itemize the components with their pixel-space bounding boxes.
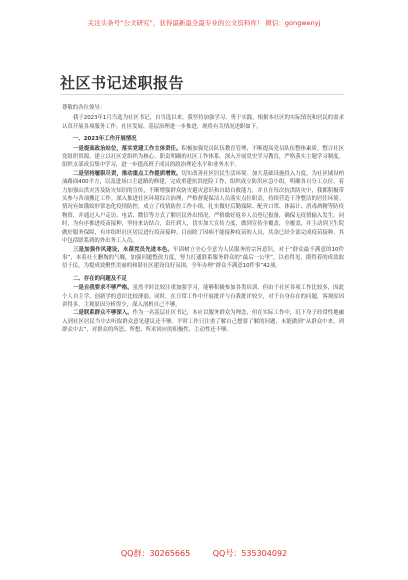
section-heading: 一、2023年工作开展情况 (73, 136, 137, 143)
qq-number-label: QQ号：535304092 (212, 549, 288, 558)
paragraph (62, 309, 344, 334)
page-title: 社区书记述职报告 (60, 74, 185, 92)
paragraph-text: 积极加强党员队伍教育管理，不断提高党员队伍整体素质。整合社区党组织资源，建立以社区党组织为核心、职责明确的社区工作体系。深入开展党史学习教育，严格落实主题学习制度，组织支部成员集中学习，进一步提高班子成员的政治理论水平和业务水平。 (62, 145, 344, 169)
paragraph-text: 虽然平时比较注重加强学习，能够积极参加各类培训，但由于社区各项工作比较多，因此个人自主学、创新学的意识比较薄弱。同时，在日常工作中开展批评与自我批评较少，对于自身存在的问题，客观原因讲得多，主观原因分析得少，深入剖析自己不够。 (62, 285, 344, 308)
paragraph-lead: 三是加强作风建设，永葆党员先进本色。 (73, 246, 174, 253)
paragraph-lead: 二是联系群众不够深入。 (73, 310, 133, 317)
paragraph-text: 作为一名基层社区书记，本应以服务群众为理念，但在实际工作中，沉下身子经常性地融入到社区居民当中去听取群众意见建议还不够。平时工作只注重了解自己想要了解的问题，未能做到“从群众中来，到群众中去”，对群众的所思、所想、所求回应的积极性、主动性还不够。 (62, 310, 344, 334)
paragraph (62, 246, 344, 271)
report-body (62, 100, 344, 335)
promo-banner: 关注头条号“公文研究”，获得最新最全最专业的公文资料库！ 微信：gongwenyj (87, 19, 321, 27)
paragraph (62, 284, 344, 309)
paragraph-text: 切实改善社区居民生活环境。加大基础设施投入力度，为社区铺设柏油路面400平方，以及进场口主道路的修建，完成重建抗洪抢险工作，组织成立防洪应急小组，明确各自分工点位，着力加强山洪灾害及防灾知识的宣传，不断增强群众防灾避灾意识和自助自救能力，并且在每次抗洪防灾中，我都积极带头参与各项搬迁工作。深入推进社区环境综合治理，严格督促保洁人员落实点位职责，持续营造干净整洁的居住环境。情况有如饿蚊形常态化疫情防控，成立了疫情防控工作小组，扎实做好后勤保障、配齐口罩、体温计、消毒酒精等防疫物资，并通过入户走访、电话、微信等方式了解居民外出情况，严格做好返乡人员登记报备，确保无疫情输入发生。同时，为有序推进疫苗接种，坚持来访结合，责任到人，切实加大宣传力度，做到宣传全覆盖，全覆盖，并主动到卫生院做好服务保障，有序组织社区居民进行疫苗接种。目前除了因病不能接种疫苗的人员，其余已经全部完成疫苗接种，其中包括联系到的外出务工人员。 (62, 170, 344, 245)
paragraph (62, 145, 344, 170)
paragraph-text: 牢固树立全心全意为人民服务的宗旨意识，对于“群众最不满意的10件事”，本着社士删掏的气魄，加强问题整改力度，努力打通联系服务群众的“最后一公里”，以看得见、摸得着的成效取信于民。为提成效聚焦美丽的和谐社区建设良好氛围，全年办理“群众不满意10件事”42项。 (62, 246, 344, 270)
paragraph-lead: 一是自我要求不够严格。 (73, 285, 133, 292)
title-divider (60, 94, 344, 95)
paragraph (62, 170, 344, 246)
qq-group-label: QQ群：30265665 (120, 549, 191, 558)
footer-contact (0, 548, 408, 559)
paragraph-lead: 一是提高政治站位，落实党建工作主体责任。 (73, 145, 182, 152)
paragraph-lead: 二是坚持履职尽责，推动重点工作提质增效。 (73, 170, 182, 177)
section-heading: 二、存在的问题及不足 (73, 275, 127, 282)
salutation: 尊敬的各位领导： (62, 105, 106, 111)
intro-paragraph: 我于2023年1月当选为社区书记，自当选以来，我坚持加强学习、勇于实践，根据本社区的实际情况和居民的需求认真开展各项服务工作。社区发展、基层治理进一步推进，现将有关情况述职如下。 (62, 115, 344, 130)
